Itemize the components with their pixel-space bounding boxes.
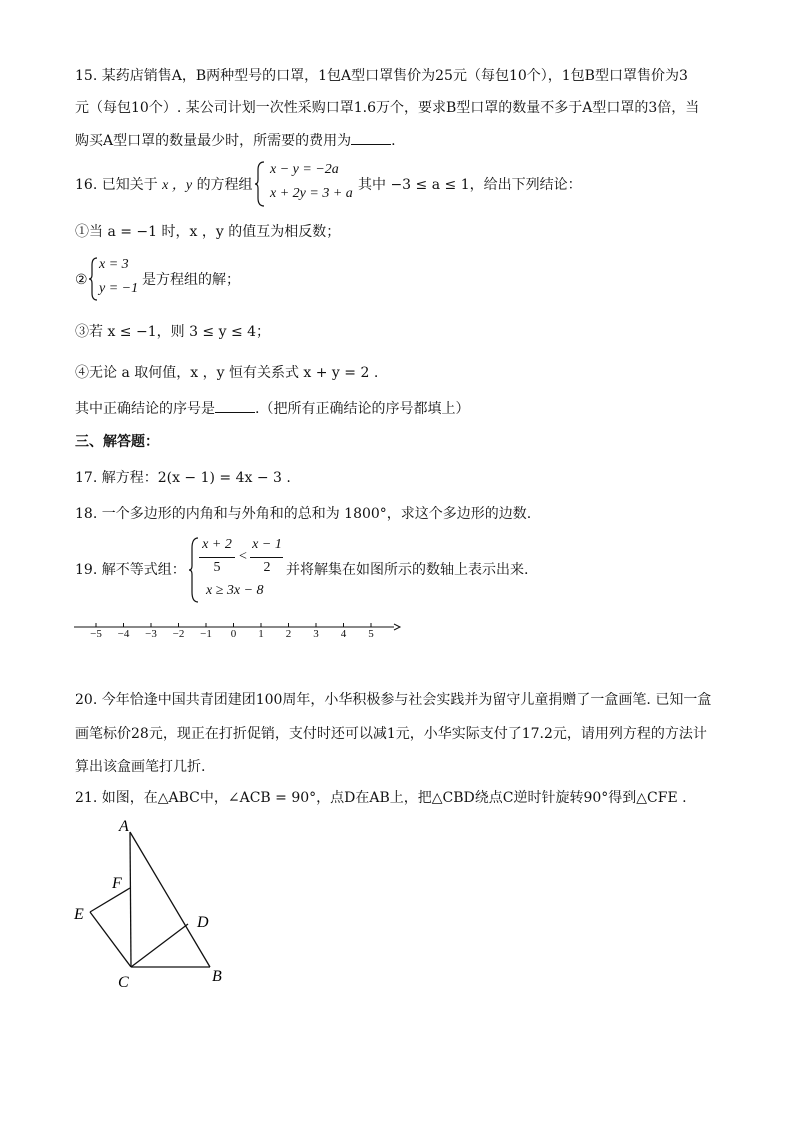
q16-c2-eq1: x = 3 [99, 257, 129, 272]
q16-eq2: x + 2y = 3 + a [270, 186, 353, 201]
q16-c2-suffix: 是方程组的解； [142, 272, 240, 288]
segment-cd [131, 924, 188, 967]
q16-c2-brace [88, 256, 98, 302]
q15-line3-text: 购买A型口罩的数量最少时，所需要的费用为 [75, 133, 352, 149]
q16-answer-end: .（把所有正确结论的序号都填上） [255, 401, 470, 417]
q16-conclusion-3: ③若 x ≤ −1，则 3 ≤ y ≤ 4； [75, 324, 271, 340]
q20-line1: 20. 今年恰逢中国共青团建团100周年，小华积极参与社会实践并为留守儿童捐赠了一盒画笔. 已知一盒 [75, 692, 712, 708]
q16-conclusion-4: ④无论 a 取何值，x ，y 恒有关系式 x + y = 2 . [75, 365, 379, 381]
label-a: A [119, 818, 129, 835]
q19-prefix: 19. 解不等式组： [75, 562, 186, 578]
label-b: B [212, 968, 222, 985]
number-line-tick-label: 5 [368, 628, 374, 640]
q19-inequality-2: x ≥ 3x − 8 [206, 583, 264, 598]
q16-prefix: 16. 已知关于 [75, 177, 158, 193]
q16-condition: 其中 −3 ≤ a ≤ 1，给出下列结论： [358, 177, 582, 193]
q18: 18. 一个多边形的内角和与外角和的总和为 1800°，求这个多边形的边数. [75, 506, 532, 522]
number-line-tick-label: 1 [258, 628, 264, 640]
number-line-tick-label: 2 [285, 628, 292, 640]
number-line-tick-label: −2 [172, 628, 185, 640]
answer-blank [215, 398, 255, 413]
q17: 17. 解方程：2(x − 1) = 4x − 3 . [75, 470, 291, 486]
number-line-tick-label: −5 [90, 628, 102, 640]
label-f: F [112, 875, 122, 892]
q19-suffix: 并将解集在如图所示的数轴上表示出来. [286, 562, 529, 578]
q21-geometry-figure [70, 815, 240, 995]
q19-left-numerator: x + 2 [202, 537, 232, 552]
number-line-tick-label: 4 [340, 628, 347, 640]
q19-right-fraction-bar [250, 557, 283, 558]
q19-left-fraction-bar [199, 557, 235, 558]
label-d: D [197, 914, 209, 931]
q16-c2-prefix: ② [75, 272, 88, 288]
q19-left-denominator: 5 [213, 560, 221, 575]
q19-less-than: < [239, 549, 247, 564]
q15-line3 [75, 130, 396, 151]
q16-c2-eq2: y = −1 [99, 281, 139, 296]
q16-answer-line [75, 398, 469, 419]
number-line-tick-label: 0 [230, 628, 237, 640]
q20-line2: 画笔标价28元，现正在打折促销，支付时还可以减1元，小华实际支付了17.2元，请用列方程的方法计 [75, 726, 707, 742]
segment-ac [130, 832, 131, 967]
segment-ce [90, 912, 131, 967]
label-c: C [118, 974, 129, 991]
q16-intro [75, 175, 253, 196]
q16-mid: 的方程组 [196, 177, 253, 193]
q15-line2: 元（每包10个）. 某公司计划一次性采购口罩1.6万个，要求B型口罩的数量不多于A型口罩的3倍，当 [75, 100, 700, 116]
q16-answer-text: 其中正确结论的序号是 [75, 401, 215, 417]
number-line-tick-label: −1 [200, 628, 212, 640]
segment-ab [130, 832, 210, 967]
q16-system-brace [254, 160, 266, 208]
answer-blank [351, 130, 391, 145]
number-line-tick-label: 3 [313, 628, 319, 640]
q16-conclusion-1: ①当 a = −1 时，x ，y 的值互为相反数； [75, 224, 341, 240]
q15-line3-end: . [391, 133, 396, 149]
label-e: E [74, 906, 84, 923]
number-line-tick-label: −3 [145, 628, 157, 640]
q21-line1: 21. 如图，在△ABC中，∠ACB = 90°，点D在AB上，把△CBD绕点C逆时针旋转90°得到△CFE . [75, 790, 687, 806]
number-line-tick-label: −4 [117, 628, 130, 640]
q16-vars: x ，y [162, 178, 193, 193]
q19-right-numerator: x − 1 [252, 537, 282, 552]
q15-line1: 15. 某药店销售A，B两种型号的口罩，1包A型口罩售价为25元（每包10个），1包B型口罩售价为3 [75, 68, 688, 84]
q16-eq1: x − y = −2a [270, 162, 339, 177]
q20-line3: 算出该盒画笔打几折. [75, 759, 206, 775]
segment-ef [90, 888, 130, 912]
q19-right-denominator: 2 [263, 560, 271, 575]
section-title: 三、解答题： [75, 434, 159, 450]
